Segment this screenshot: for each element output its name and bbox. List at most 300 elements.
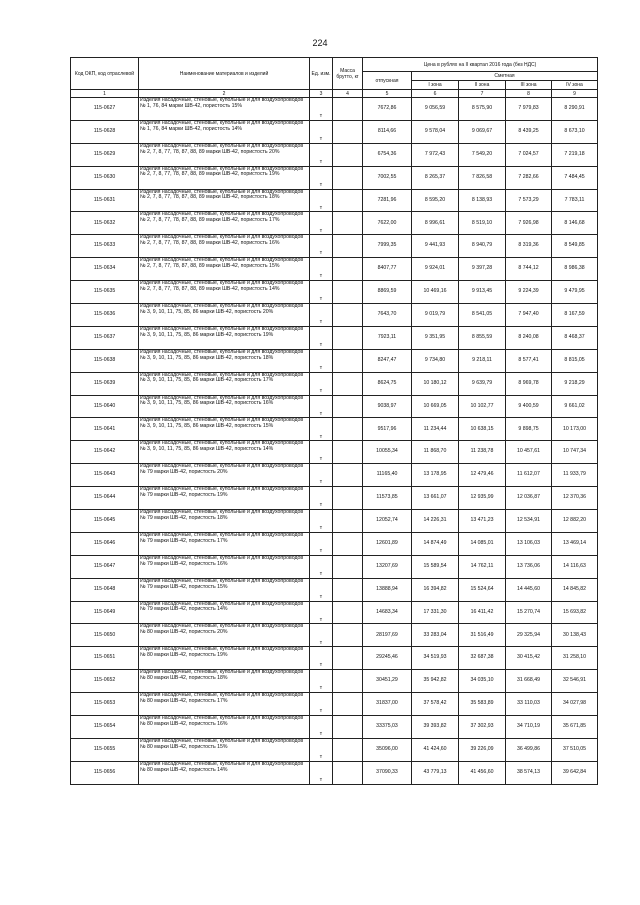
row-unit: т bbox=[310, 738, 333, 761]
row-mass bbox=[333, 464, 363, 487]
row-zone-3-price: 7 282,66 bbox=[506, 166, 552, 189]
row-unit: т bbox=[310, 304, 333, 327]
row-unit: т bbox=[310, 418, 333, 441]
row-release-price: 33375,03 bbox=[363, 716, 412, 739]
row-code: 115-0651 bbox=[71, 647, 139, 670]
row-name: Изделия насадочные, стеновые, купольные и для воздухопроводов № 79 марки ШВ-42, пористость 19% bbox=[139, 487, 310, 510]
row-mass bbox=[333, 532, 363, 555]
row-zone-4-price: 35 671,85 bbox=[552, 716, 598, 739]
row-mass bbox=[333, 98, 363, 121]
row-zone-1-price: 8 595,20 bbox=[412, 189, 459, 212]
row-zone-4-price: 8 673,10 bbox=[552, 120, 598, 143]
row-zone-1-price: 11 868,70 bbox=[412, 441, 459, 464]
row-zone-1-price: 11 234,44 bbox=[412, 418, 459, 441]
table-row bbox=[71, 326, 598, 349]
row-zone-3-price: 30 415,42 bbox=[506, 647, 552, 670]
row-zone-4-price: 14 845,82 bbox=[552, 578, 598, 601]
row-release-price: 7002,55 bbox=[363, 166, 412, 189]
row-zone-2-price: 12 935,99 bbox=[459, 487, 506, 510]
row-release-price: 13888,94 bbox=[363, 578, 412, 601]
row-code: 115-0656 bbox=[71, 761, 139, 784]
row-name: Изделия насадочные, стеновые, купольные и для воздухопроводов № 80 марки ШВ-42, пористость 14% bbox=[139, 761, 310, 784]
row-zone-3-price: 7 573,29 bbox=[506, 189, 552, 212]
table-row bbox=[71, 304, 598, 327]
row-code: 115-0637 bbox=[71, 326, 139, 349]
row-release-price: 30451,29 bbox=[363, 670, 412, 693]
row-release-price: 9038,97 bbox=[363, 395, 412, 418]
row-mass bbox=[333, 487, 363, 510]
row-name: Изделия насадочные, стеновые, купольные и для воздухопроводов № 2, 7, 8, 77, 78, 87, 88, 89 марки ШВ-42, пористость 18% bbox=[139, 189, 310, 212]
row-release-price: 7923,11 bbox=[363, 326, 412, 349]
row-unit: т bbox=[310, 693, 333, 716]
row-zone-1-price: 10 180,12 bbox=[412, 372, 459, 395]
row-code: 115-0635 bbox=[71, 281, 139, 304]
row-zone-2-price: 9 218,11 bbox=[459, 349, 506, 372]
row-zone-4-price: 7 783,11 bbox=[552, 189, 598, 212]
row-zone-2-price: 32 687,38 bbox=[459, 647, 506, 670]
row-release-price: 11165,40 bbox=[363, 464, 412, 487]
table-row bbox=[71, 578, 598, 601]
row-code: 115-0636 bbox=[71, 304, 139, 327]
row-zone-4-price: 34 027,98 bbox=[552, 693, 598, 716]
table-row bbox=[71, 761, 598, 784]
row-code: 115-0631 bbox=[71, 189, 139, 212]
row-name: Изделия насадочные, стеновые, купольные и для воздухопроводов № 80 марки ШВ-42, пористость 16% bbox=[139, 716, 310, 739]
row-zone-4-price: 13 469,14 bbox=[552, 532, 598, 555]
row-zone-4-price: 8 146,68 bbox=[552, 212, 598, 235]
row-zone-1-price: 9 351,95 bbox=[412, 326, 459, 349]
row-name: Изделия насадочные, стеновые, купольные и для воздухопроводов № 2, 7, 8, 77, 78, 87, 88, 89 марки ШВ-42, пористость 14% bbox=[139, 281, 310, 304]
table-body bbox=[71, 98, 598, 785]
row-unit: т bbox=[310, 716, 333, 739]
row-zone-2-price: 39 226,09 bbox=[459, 738, 506, 761]
column-number: 1 bbox=[71, 90, 139, 98]
row-zone-3-price: 8 969,78 bbox=[506, 372, 552, 395]
row-name: Изделия насадочные, стеновые, купольные и для воздухопроводов № 2, 7, 8, 77, 78, 87, 88, 89 марки ШВ-42, пористость 16% bbox=[139, 235, 310, 258]
row-mass bbox=[333, 761, 363, 784]
row-zone-1-price: 14 874,49 bbox=[412, 532, 459, 555]
row-unit: т bbox=[310, 120, 333, 143]
row-code: 115-0654 bbox=[71, 716, 139, 739]
row-zone-3-price: 7 024,57 bbox=[506, 143, 552, 166]
row-zone-3-price: 9 400,59 bbox=[506, 395, 552, 418]
row-zone-1-price: 13 178,95 bbox=[412, 464, 459, 487]
header-zone-3: III зона bbox=[506, 81, 552, 90]
row-name: Изделия насадочные, стеновые, купольные и для воздухопроводов № 3, 9, 10, 11, 75, 85, 86 марки ШВ-42, пористость 14% bbox=[139, 441, 310, 464]
row-name: Изделия насадочные, стеновые, купольные и для воздухопроводов № 80 марки ШВ-42, пористость 19% bbox=[139, 647, 310, 670]
row-unit: т bbox=[310, 395, 333, 418]
row-zone-3-price: 9 898,75 bbox=[506, 418, 552, 441]
table-row bbox=[71, 258, 598, 281]
row-zone-3-price: 34 710,19 bbox=[506, 716, 552, 739]
row-zone-2-price: 12 479,46 bbox=[459, 464, 506, 487]
row-unit: т bbox=[310, 624, 333, 647]
header-name: Наименование материалов и изделий bbox=[139, 58, 310, 90]
row-mass bbox=[333, 258, 363, 281]
row-release-price: 37090,33 bbox=[363, 761, 412, 784]
row-zone-2-price: 9 069,67 bbox=[459, 120, 506, 143]
row-zone-3-price: 7 979,83 bbox=[506, 98, 552, 121]
table-row bbox=[71, 98, 598, 121]
row-zone-1-price: 8 996,61 bbox=[412, 212, 459, 235]
row-zone-1-price: 35 942,82 bbox=[412, 670, 459, 693]
row-code: 115-0632 bbox=[71, 212, 139, 235]
row-mass bbox=[333, 212, 363, 235]
row-zone-2-price: 13 471,23 bbox=[459, 510, 506, 533]
row-unit: т bbox=[310, 372, 333, 395]
row-zone-2-price: 8 541,05 bbox=[459, 304, 506, 327]
row-zone-2-price: 14 762,11 bbox=[459, 555, 506, 578]
row-release-price: 12601,89 bbox=[363, 532, 412, 555]
row-zone-3-price: 33 110,03 bbox=[506, 693, 552, 716]
row-code: 115-0640 bbox=[71, 395, 139, 418]
row-zone-2-price: 16 411,42 bbox=[459, 601, 506, 624]
row-zone-2-price: 7 549,20 bbox=[459, 143, 506, 166]
table-row bbox=[71, 555, 598, 578]
table-row bbox=[71, 464, 598, 487]
row-mass bbox=[333, 624, 363, 647]
row-name: Изделия насадочные, стеновые, купольные и для воздухопроводов № 80 марки ШВ-42, пористость 18% bbox=[139, 670, 310, 693]
row-zone-4-price: 31 258,10 bbox=[552, 647, 598, 670]
row-mass bbox=[333, 555, 363, 578]
row-code: 115-0646 bbox=[71, 532, 139, 555]
row-zone-2-price: 34 035,10 bbox=[459, 670, 506, 693]
row-zone-4-price: 12 882,20 bbox=[552, 510, 598, 533]
row-zone-4-price: 32 546,91 bbox=[552, 670, 598, 693]
row-zone-3-price: 36 499,86 bbox=[506, 738, 552, 761]
row-code: 115-0645 bbox=[71, 510, 139, 533]
row-mass bbox=[333, 647, 363, 670]
row-unit: т bbox=[310, 487, 333, 510]
row-zone-2-price: 9 913,45 bbox=[459, 281, 506, 304]
row-zone-2-price: 14 085,01 bbox=[459, 532, 506, 555]
header-estimate-price: Сметная bbox=[412, 72, 598, 81]
table-row bbox=[71, 418, 598, 441]
header-zone-2: II зона bbox=[459, 81, 506, 90]
row-zone-4-price: 8 290,91 bbox=[552, 98, 598, 121]
column-number: 4 bbox=[333, 90, 363, 98]
row-mass bbox=[333, 120, 363, 143]
row-release-price: 8624,75 bbox=[363, 372, 412, 395]
row-zone-1-price: 9 734,80 bbox=[412, 349, 459, 372]
row-code: 115-0655 bbox=[71, 738, 139, 761]
row-unit: т bbox=[310, 601, 333, 624]
row-zone-1-price: 17 331,30 bbox=[412, 601, 459, 624]
row-code: 115-0629 bbox=[71, 143, 139, 166]
row-zone-3-price: 8 744,12 bbox=[506, 258, 552, 281]
row-release-price: 35096,00 bbox=[363, 738, 412, 761]
row-zone-3-price: 12 534,91 bbox=[506, 510, 552, 533]
row-name: Изделия насадочные, стеновые, купольные и для воздухопроводов № 79 марки ШВ-42, пористость 15% bbox=[139, 578, 310, 601]
row-name: Изделия насадочные, стеновые, купольные и для воздухопроводов № 1, 76, 84 марки ШВ-42, пористость 14% bbox=[139, 120, 310, 143]
row-mass bbox=[333, 510, 363, 533]
row-mass bbox=[333, 372, 363, 395]
row-zone-3-price: 8 577,41 bbox=[506, 349, 552, 372]
row-zone-4-price: 8 167,59 bbox=[552, 304, 598, 327]
column-number: 2 bbox=[139, 90, 310, 98]
row-mass bbox=[333, 670, 363, 693]
row-mass bbox=[333, 281, 363, 304]
row-zone-1-price: 34 519,93 bbox=[412, 647, 459, 670]
row-zone-3-price: 13 736,06 bbox=[506, 555, 552, 578]
row-zone-4-price: 9 218,29 bbox=[552, 372, 598, 395]
table-row bbox=[71, 395, 598, 418]
row-zone-2-price: 8 575,90 bbox=[459, 98, 506, 121]
row-release-price: 8407,77 bbox=[363, 258, 412, 281]
row-zone-1-price: 7 972,43 bbox=[412, 143, 459, 166]
row-zone-1-price: 39 393,82 bbox=[412, 716, 459, 739]
row-mass bbox=[333, 441, 363, 464]
row-name: Изделия насадочные, стеновые, купольные и для воздухопроводов № 3, 9, 10, 11, 75, 85, 86 марки ШВ-42, пористость 15% bbox=[139, 418, 310, 441]
row-zone-3-price: 10 457,61 bbox=[506, 441, 552, 464]
row-code: 115-0642 bbox=[71, 441, 139, 464]
row-name: Изделия насадочные, стеновые, купольные и для воздухопроводов № 2, 7, 8, 77, 78, 87, 88, 89 марки ШВ-42, пористость 20% bbox=[139, 143, 310, 166]
table-row bbox=[71, 624, 598, 647]
row-zone-3-price: 38 574,13 bbox=[506, 761, 552, 784]
row-zone-2-price: 10 638,15 bbox=[459, 418, 506, 441]
table-row bbox=[71, 212, 598, 235]
row-unit: т bbox=[310, 166, 333, 189]
row-unit: т bbox=[310, 212, 333, 235]
row-zone-4-price: 8 986,38 bbox=[552, 258, 598, 281]
row-unit: т bbox=[310, 761, 333, 784]
row-name: Изделия насадочные, стеновые, купольные и для воздухопроводов № 79 марки ШВ-42, пористость 14% bbox=[139, 601, 310, 624]
row-release-price: 7643,70 bbox=[363, 304, 412, 327]
row-name: Изделия насадочные, стеновые, купольные и для воздухопроводов № 3, 9, 10, 11, 75, 85, 86 марки ШВ-42, пористость 18% bbox=[139, 349, 310, 372]
row-code: 115-0647 bbox=[71, 555, 139, 578]
row-zone-2-price: 9 639,79 bbox=[459, 372, 506, 395]
row-zone-3-price: 12 036,87 bbox=[506, 487, 552, 510]
row-zone-1-price: 9 441,93 bbox=[412, 235, 459, 258]
row-zone-4-price: 37 510,05 bbox=[552, 738, 598, 761]
row-release-price: 7999,35 bbox=[363, 235, 412, 258]
row-code: 115-0639 bbox=[71, 372, 139, 395]
table-row bbox=[71, 510, 598, 533]
row-unit: т bbox=[310, 281, 333, 304]
table-row bbox=[71, 166, 598, 189]
row-zone-4-price: 9 479,95 bbox=[552, 281, 598, 304]
row-zone-1-price: 10 469,16 bbox=[412, 281, 459, 304]
row-unit: т bbox=[310, 349, 333, 372]
row-code: 115-0641 bbox=[71, 418, 139, 441]
row-zone-3-price: 29 325,94 bbox=[506, 624, 552, 647]
column-number: 6 bbox=[412, 90, 459, 98]
row-zone-3-price: 8 240,08 bbox=[506, 326, 552, 349]
row-zone-4-price: 8 468,37 bbox=[552, 326, 598, 349]
row-code: 115-0630 bbox=[71, 166, 139, 189]
table-row bbox=[71, 281, 598, 304]
table-row bbox=[71, 189, 598, 212]
row-zone-4-price: 30 138,43 bbox=[552, 624, 598, 647]
row-zone-2-price: 8 855,59 bbox=[459, 326, 506, 349]
row-mass bbox=[333, 693, 363, 716]
row-release-price: 31837,00 bbox=[363, 693, 412, 716]
row-zone-4-price: 9 661,02 bbox=[552, 395, 598, 418]
row-unit: т bbox=[310, 235, 333, 258]
row-zone-3-price: 8 319,36 bbox=[506, 235, 552, 258]
row-mass bbox=[333, 418, 363, 441]
table-row bbox=[71, 670, 598, 693]
column-number: 7 bbox=[459, 90, 506, 98]
row-name: Изделия насадочные, стеновые, купольные и для воздухопроводов № 3, 9, 10, 11, 75, 85, 86 марки ШВ-42, пористость 20% bbox=[139, 304, 310, 327]
table-row bbox=[71, 372, 598, 395]
row-release-price: 7622,00 bbox=[363, 212, 412, 235]
row-zone-2-price: 37 302,93 bbox=[459, 716, 506, 739]
column-number: 9 bbox=[552, 90, 598, 98]
row-name: Изделия насадочные, стеновые, купольные и для воздухопроводов № 80 марки ШВ-42, пористость 17% bbox=[139, 693, 310, 716]
row-release-price: 28197,69 bbox=[363, 624, 412, 647]
row-zone-1-price: 9 056,59 bbox=[412, 98, 459, 121]
header-unit: Ед. изм. bbox=[310, 58, 333, 90]
row-release-price: 10055,34 bbox=[363, 441, 412, 464]
row-unit: т bbox=[310, 143, 333, 166]
row-zone-4-price: 14 116,63 bbox=[552, 555, 598, 578]
row-zone-1-price: 9 019,79 bbox=[412, 304, 459, 327]
row-zone-2-price: 8 940,79 bbox=[459, 235, 506, 258]
row-mass bbox=[333, 166, 363, 189]
row-code: 115-0653 bbox=[71, 693, 139, 716]
row-release-price: 8114,66 bbox=[363, 120, 412, 143]
row-mass bbox=[333, 326, 363, 349]
row-zone-2-price: 15 524,64 bbox=[459, 578, 506, 601]
row-zone-4-price: 15 693,82 bbox=[552, 601, 598, 624]
header-zone-4: IV зона bbox=[552, 81, 598, 90]
row-release-price: 13207,69 bbox=[363, 555, 412, 578]
row-release-price: 14683,34 bbox=[363, 601, 412, 624]
row-zone-2-price: 7 826,58 bbox=[459, 166, 506, 189]
row-name: Изделия насадочные, стеновые, купольные и для воздухопроводов № 2, 7, 8, 77, 78, 87, 88, 89 марки ШВ-42, пористость 19% bbox=[139, 166, 310, 189]
row-code: 115-0627 bbox=[71, 98, 139, 121]
row-unit: т bbox=[310, 98, 333, 121]
table-row bbox=[71, 647, 598, 670]
row-name: Изделия насадочные, стеновые, купольные и для воздухопроводов № 79 марки ШВ-42, пористость 16% bbox=[139, 555, 310, 578]
row-zone-1-price: 16 394,82 bbox=[412, 578, 459, 601]
row-zone-1-price: 15 589,54 bbox=[412, 555, 459, 578]
row-name: Изделия насадочные, стеновые, купольные и для воздухопроводов № 2, 7, 8, 77, 78, 87, 88, 89 марки ШВ-42, пористость 15% bbox=[139, 258, 310, 281]
row-zone-2-price: 9 397,28 bbox=[459, 258, 506, 281]
row-mass bbox=[333, 189, 363, 212]
row-zone-3-price: 13 106,03 bbox=[506, 532, 552, 555]
header-code: Код ОКП, код отраслевой bbox=[71, 58, 139, 90]
row-mass bbox=[333, 738, 363, 761]
header-mass: Масса брутто, кг bbox=[333, 58, 363, 90]
row-zone-1-price: 14 226,31 bbox=[412, 510, 459, 533]
row-zone-3-price: 8 439,25 bbox=[506, 120, 552, 143]
table-row bbox=[71, 235, 598, 258]
row-code: 115-0644 bbox=[71, 487, 139, 510]
row-name: Изделия насадочные, стеновые, купольные и для воздухопроводов № 79 марки ШВ-42, пористость 18% bbox=[139, 510, 310, 533]
row-unit: т bbox=[310, 258, 333, 281]
row-name: Изделия насадочные, стеновые, купольные и для воздухопроводов № 79 марки ШВ-42, пористость 20% bbox=[139, 464, 310, 487]
row-zone-2-price: 35 583,89 bbox=[459, 693, 506, 716]
table-row bbox=[71, 143, 598, 166]
row-release-price: 11573,85 bbox=[363, 487, 412, 510]
row-name: Изделия насадочные, стеновые, купольные и для воздухопроводов № 80 марки ШВ-42, пористость 20% bbox=[139, 624, 310, 647]
row-release-price: 8869,59 bbox=[363, 281, 412, 304]
row-mass bbox=[333, 235, 363, 258]
row-zone-4-price: 8 815,05 bbox=[552, 349, 598, 372]
row-zone-2-price: 8 138,93 bbox=[459, 189, 506, 212]
table-row bbox=[71, 716, 598, 739]
table-header bbox=[71, 58, 598, 98]
row-name: Изделия насадочные, стеновые, купольные и для воздухопроводов № 79 марки ШВ-42, пористость 17% bbox=[139, 532, 310, 555]
row-code: 115-0628 bbox=[71, 120, 139, 143]
row-zone-3-price: 15 270,74 bbox=[506, 601, 552, 624]
row-unit: т bbox=[310, 647, 333, 670]
row-name: Изделия насадочные, стеновые, купольные и для воздухопроводов № 1, 76, 84 марки ШВ-42, пористость 15% bbox=[139, 98, 310, 121]
row-zone-4-price: 10 173,00 bbox=[552, 418, 598, 441]
row-name: Изделия насадочные, стеновые, купольные и для воздухопроводов № 3, 9, 10, 11, 75, 85, 86 марки ШВ-42, пористость 16% bbox=[139, 395, 310, 418]
row-mass bbox=[333, 601, 363, 624]
row-code: 115-0649 bbox=[71, 601, 139, 624]
row-unit: т bbox=[310, 326, 333, 349]
row-mass bbox=[333, 349, 363, 372]
row-release-price: 8247,47 bbox=[363, 349, 412, 372]
row-zone-2-price: 10 102,77 bbox=[459, 395, 506, 418]
row-zone-3-price: 7 947,40 bbox=[506, 304, 552, 327]
header-release-price: отпускная bbox=[363, 72, 412, 90]
row-zone-1-price: 10 669,05 bbox=[412, 395, 459, 418]
row-mass bbox=[333, 143, 363, 166]
row-zone-4-price: 10 747,34 bbox=[552, 441, 598, 464]
row-zone-2-price: 11 238,78 bbox=[459, 441, 506, 464]
row-zone-1-price: 9 578,04 bbox=[412, 120, 459, 143]
row-unit: т bbox=[310, 441, 333, 464]
page-number: 224 bbox=[312, 38, 328, 48]
row-release-price: 7281,96 bbox=[363, 189, 412, 212]
row-zone-1-price: 9 924,01 bbox=[412, 258, 459, 281]
row-zone-3-price: 9 224,39 bbox=[506, 281, 552, 304]
row-code: 115-0648 bbox=[71, 578, 139, 601]
table-row bbox=[71, 532, 598, 555]
table-row bbox=[71, 487, 598, 510]
row-zone-3-price: 7 926,98 bbox=[506, 212, 552, 235]
row-zone-1-price: 8 265,37 bbox=[412, 166, 459, 189]
row-zone-1-price: 37 578,42 bbox=[412, 693, 459, 716]
row-release-price: 12052,74 bbox=[363, 510, 412, 533]
row-unit: т bbox=[310, 670, 333, 693]
table-row bbox=[71, 738, 598, 761]
table-row bbox=[71, 441, 598, 464]
row-name: Изделия насадочные, стеновые, купольные и для воздухопроводов № 3, 9, 10, 11, 75, 85, 86 марки ШВ-42, пористость 17% bbox=[139, 372, 310, 395]
row-unit: т bbox=[310, 464, 333, 487]
row-zone-4-price: 7 219,18 bbox=[552, 143, 598, 166]
table-row bbox=[71, 349, 598, 372]
column-number: 8 bbox=[506, 90, 552, 98]
row-zone-4-price: 39 642,84 bbox=[552, 761, 598, 784]
row-mass bbox=[333, 395, 363, 418]
row-name: Изделия насадочные, стеновые, купольные и для воздухопроводов № 2, 7, 8, 77, 78, 87, 88, 89 марки ШВ-42, пористость 17% bbox=[139, 212, 310, 235]
row-mass bbox=[333, 304, 363, 327]
row-release-price: 6754,36 bbox=[363, 143, 412, 166]
row-zone-2-price: 31 516,49 bbox=[459, 624, 506, 647]
row-name: Изделия насадочные, стеновые, купольные и для воздухопроводов № 80 марки ШВ-42, пористость 15% bbox=[139, 738, 310, 761]
row-zone-4-price: 12 370,36 bbox=[552, 487, 598, 510]
row-code: 115-0633 bbox=[71, 235, 139, 258]
price-table bbox=[70, 57, 598, 785]
row-mass bbox=[333, 716, 363, 739]
header-zone-1: I зона bbox=[412, 81, 459, 90]
row-zone-1-price: 43 779,13 bbox=[412, 761, 459, 784]
row-release-price: 29245,46 bbox=[363, 647, 412, 670]
row-zone-1-price: 13 661,07 bbox=[412, 487, 459, 510]
row-code: 115-0650 bbox=[71, 624, 139, 647]
row-zone-2-price: 8 519,10 bbox=[459, 212, 506, 235]
row-unit: т bbox=[310, 532, 333, 555]
row-release-price: 9517,96 bbox=[363, 418, 412, 441]
row-zone-4-price: 11 933,79 bbox=[552, 464, 598, 487]
row-zone-1-price: 33 283,04 bbox=[412, 624, 459, 647]
